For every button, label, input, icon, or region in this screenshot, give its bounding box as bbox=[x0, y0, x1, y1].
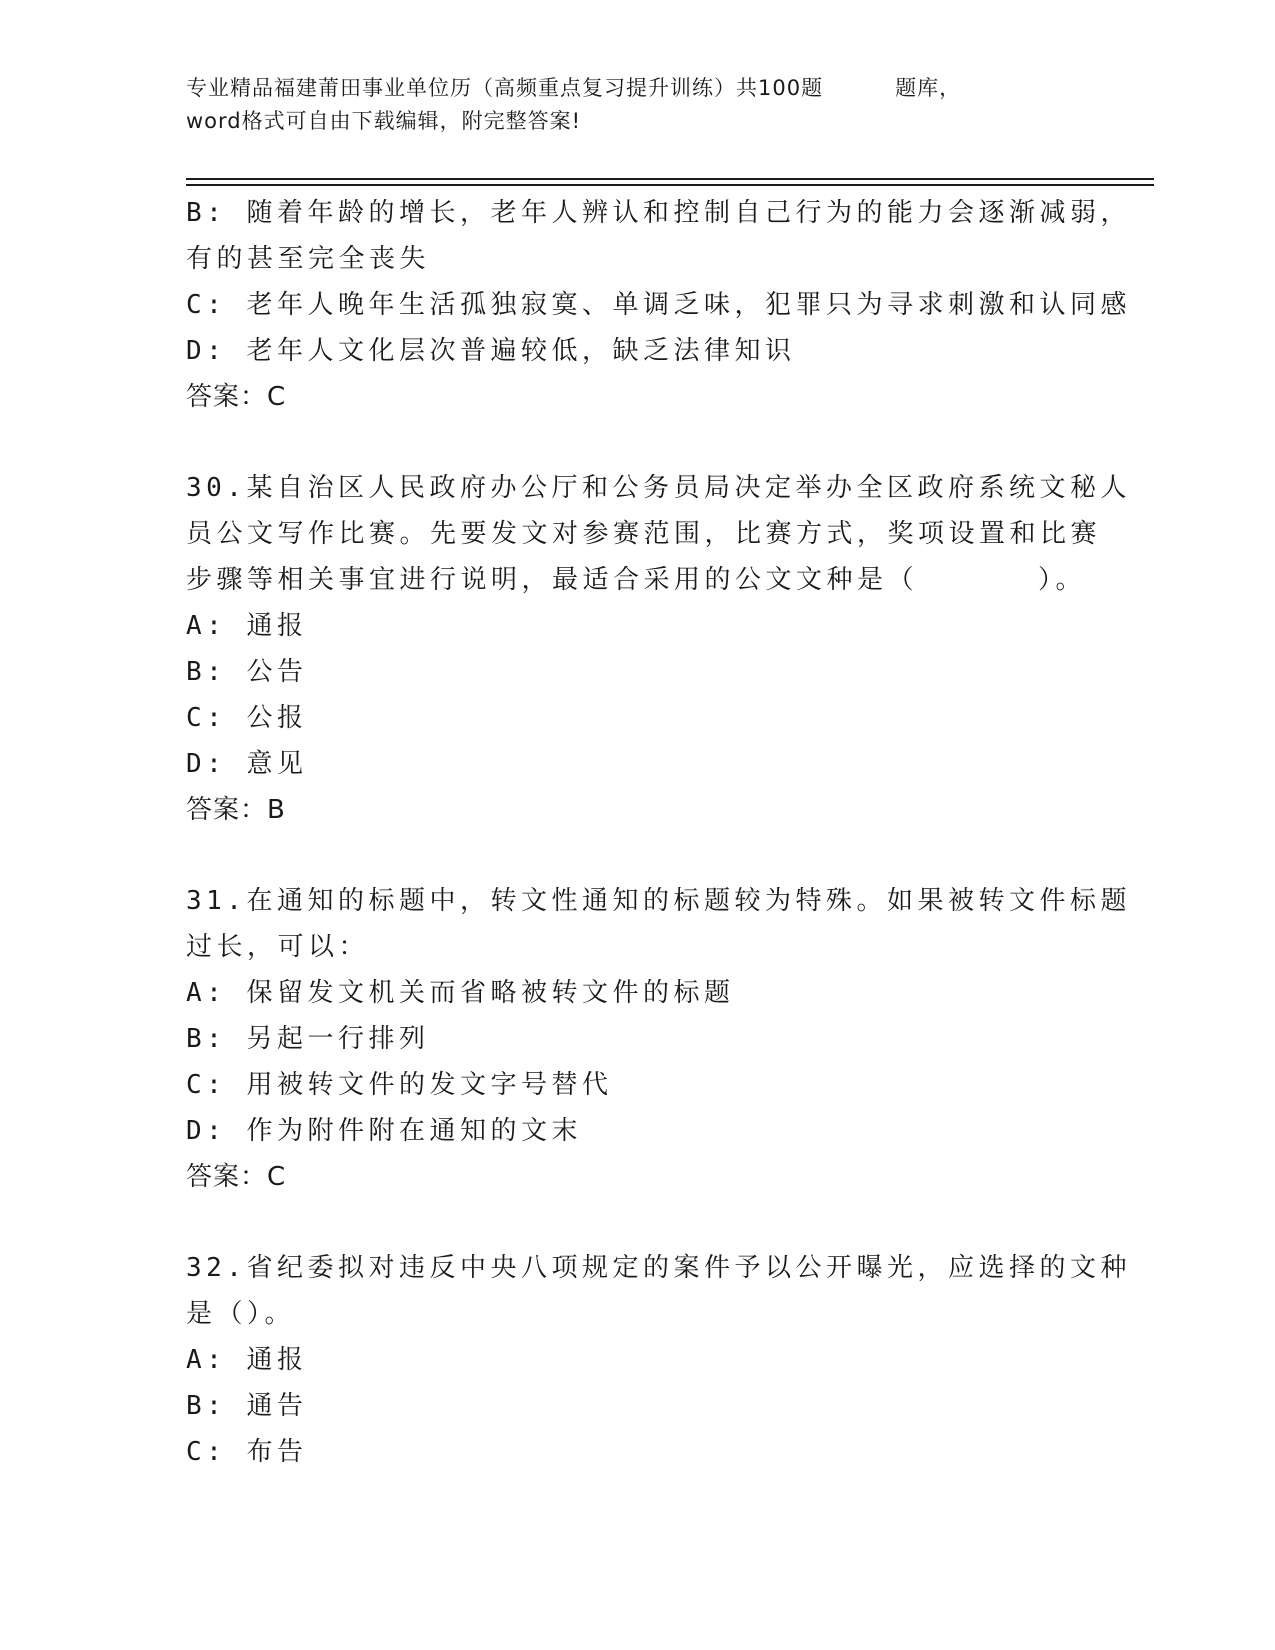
option-d: D: 意见 bbox=[186, 749, 308, 779]
answer-label: 答案：C bbox=[186, 382, 287, 412]
option-d: D: 作为附件附在通知的文末 bbox=[186, 1116, 582, 1146]
question-stem-end: ）。 bbox=[1038, 565, 1087, 595]
question-stem: 30.某自治区人民政府办公厅和公务员局决定举办全区政府系统文秘人 bbox=[186, 473, 1131, 503]
option-b: B: 公告 bbox=[186, 657, 308, 687]
question-stem-continued: 是（）。 bbox=[186, 1299, 296, 1329]
question-stem-continued bbox=[186, 557, 1087, 603]
question-29-continued bbox=[186, 190, 1131, 420]
header-title-suffix: 题库， bbox=[895, 76, 962, 100]
option-c: C: 公报 bbox=[186, 703, 308, 733]
answer-label: 答案：C bbox=[186, 1162, 287, 1192]
option-d: D: 老年人文化层次普遍较低，缺乏法律知识 bbox=[186, 336, 796, 366]
option-c: C: 用被转文件的发文字号替代 bbox=[186, 1070, 613, 1100]
option-b: B: 通告 bbox=[186, 1391, 308, 1421]
question-spacer bbox=[186, 833, 1076, 878]
header-rule-top bbox=[186, 178, 1154, 180]
question-spacer bbox=[186, 1200, 1076, 1245]
header-rule-bottom bbox=[186, 184, 1154, 186]
option-a: A: 通报 bbox=[186, 1345, 308, 1375]
option-c: C: 布告 bbox=[186, 1437, 308, 1467]
question-30 bbox=[186, 465, 1131, 833]
header-title: 专业精品福建莆田事业单位历（高频重点复习提升训练）共100题 bbox=[186, 76, 824, 100]
option-b-continued: 有的甚至完全丧失 bbox=[186, 244, 431, 274]
option-a: A: 保留发文机关而省略被转文件的标题 bbox=[186, 978, 735, 1008]
header-line-2: word格式可自由下载编辑，附完整答案! bbox=[186, 109, 582, 133]
option-b: B: 另起一行排列 bbox=[186, 1024, 430, 1054]
question-stem-continued: 员公文写作比赛。先要发文对参赛范围，比赛方式，奖项设置和比赛 bbox=[186, 519, 1102, 549]
option-c: C: 老年人晚年生活孤独寂寞、单调乏味，犯罪只为寻求刺激和认同感 bbox=[186, 290, 1131, 320]
question-stem-continued: 过长，可以： bbox=[186, 932, 370, 962]
question-stem: 31.在通知的标题中，转文性通知的标题较为特殊。如果被转文件标题 bbox=[186, 886, 1131, 916]
header-line-1 bbox=[186, 72, 1086, 105]
question-31 bbox=[186, 878, 1131, 1200]
question-stem-text: 步骤等相关事宜进行说明，最适合采用的公文文种是（ bbox=[186, 565, 919, 595]
question-spacer bbox=[186, 420, 1076, 465]
answer-label: 答案：B bbox=[186, 795, 286, 825]
question-stem: 32.省纪委拟对违反中央八项规定的案件予以公开曝光，应选择的文种 bbox=[186, 1253, 1131, 1283]
option-b: B: 随着年龄的增长，老年人辨认和控制自己行为的能力会逐渐减弱， bbox=[186, 198, 1131, 228]
option-a: A: 通报 bbox=[186, 611, 308, 641]
document-body bbox=[186, 190, 1131, 1475]
question-32 bbox=[186, 1245, 1131, 1475]
document-header bbox=[186, 72, 1086, 138]
